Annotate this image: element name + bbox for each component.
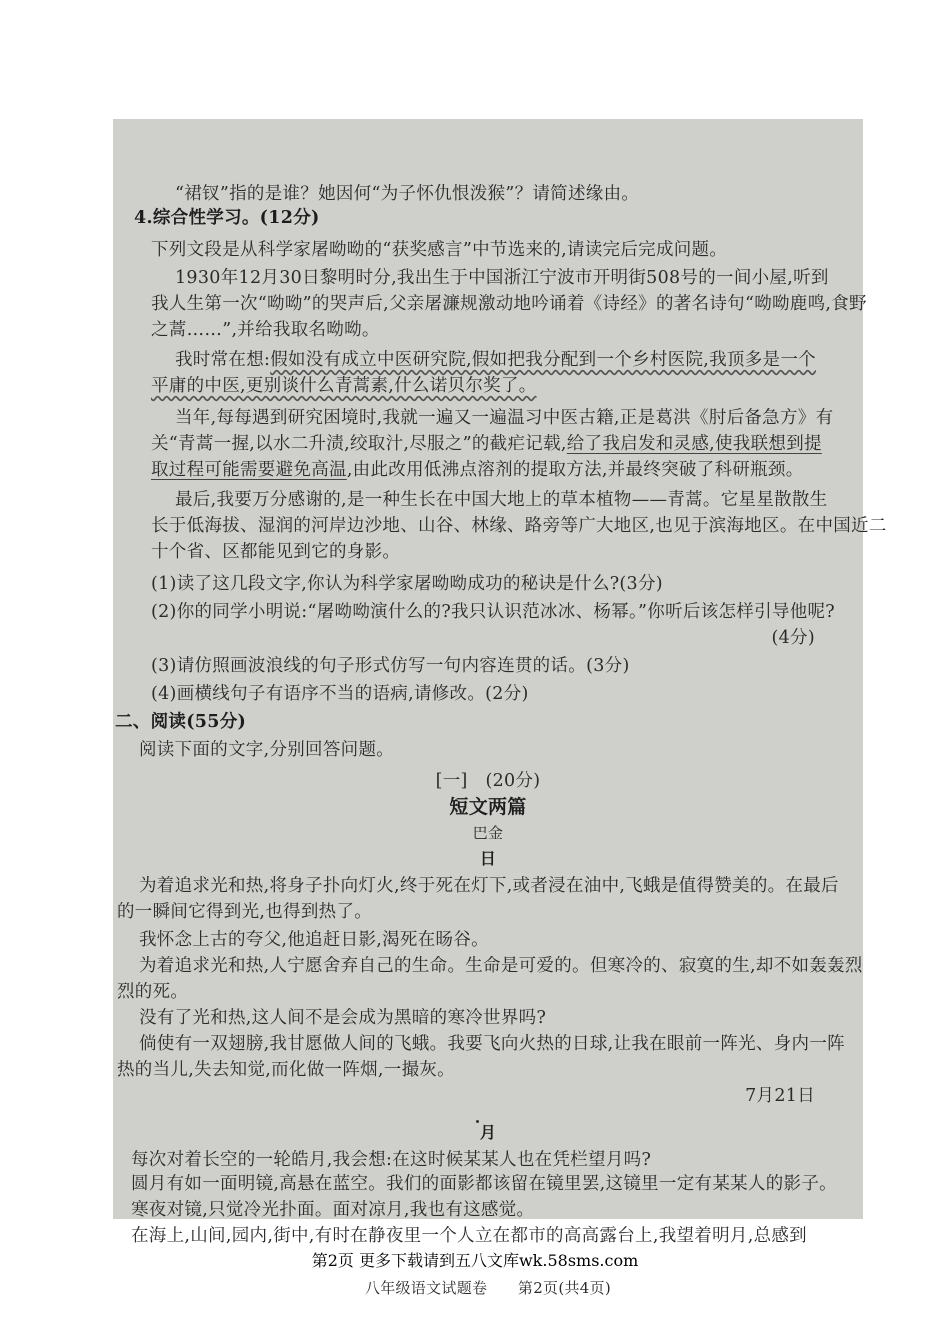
question: (1)读了这几段文字,你认为科学家屠呦呦成功的秘诀是什么?(3分)	[151, 574, 663, 594]
text-line: 下列文段是从科学家屠呦呦的“获奖感言”中节选来的,请读完后完成问题。	[151, 240, 728, 260]
text-line: 长于低海拔、湿润的河岸边沙地、山谷、林缘、路旁等广大地区,也见于滨海地区。在中国近二	[151, 516, 887, 536]
article-title: 短文两篇	[449, 796, 527, 818]
underlined-sentence: 取过程可能需要避免高温	[151, 460, 347, 480]
text-line: 我怀念上古的夸父,他追赶日影,渴死在旸谷。	[139, 930, 489, 950]
text-line: 取过程可能需要避免高温,由此改用低沸点溶剂的提取方法,并最终突破了科研瓶颈。	[151, 460, 804, 480]
text-line: 热的当儿,失去知觉,而化做一阵烟,一撮灰。	[117, 1060, 455, 1080]
text-line: 在海上,山间,园内,街中,有时在静夜里一个人立在都市的高高露台上,我望着明月,总感到	[131, 1226, 807, 1246]
text-line: 我时常在想:假如没有成立中医研究院,假如把我分配到一个乡村医院,我顶多是一个	[175, 350, 816, 370]
text-line: 圆月有如一面明镜,高悬在蓝空。我们的面影都该留在镜里罢,这镜里一定有某某人的影子。	[131, 1174, 837, 1194]
section-heading: 4.综合性学习。(12分)	[134, 208, 320, 228]
text-line: 倘使有一双翅膀,我甘愿做人间的飞蛾。我要飞向火热的日球,让我在眼前一阵光、身内一阵	[139, 1034, 845, 1054]
question: (2)你的同学小明说:“屠呦呦演什么的?我只认识范冰冰、杨幂。”你听后该怎样引导他呢?	[151, 602, 835, 622]
text-line: 最后,我要万分感谢的,是一种生长在中国大地上的草本植物——青蒿。它星星散散生	[175, 490, 828, 510]
essay-title: 日	[479, 849, 497, 868]
page-footer: 第2页 更多下载请到五八文库wk.58sms.com	[311, 1251, 639, 1270]
text-line: 关“青蒿一握,以水二升渍,绞取汁,尽服之”的截疟记载,给了我启发和灵感,使我联想到提	[151, 434, 822, 454]
question: (4)画横线句子有语序不当的语病,请修改。(2分)	[151, 684, 529, 704]
question: (3)请仿照画波浪线的句子形式仿写一句内容连贯的话。(3分)	[151, 656, 630, 676]
text-line: 之蒿……”,并给我取名呦呦。	[151, 320, 380, 340]
text-line: 没有了光和热,这人间不是会成为黑暗的寒冷世界吗?	[139, 1008, 547, 1028]
article-author: 巴金	[472, 824, 504, 842]
text-line: 的一瞬间它得到光,也得到热了。	[117, 902, 373, 922]
wavy-underlined-sentence: 假如没有成立中医研究院,假如把我分配到一个乡村医院,我顶多是一个	[270, 350, 816, 370]
score: (4分)	[771, 628, 815, 648]
text-line: 阅读下面的文字,分别回答问题。	[139, 740, 395, 760]
text-line: 十个省、区都能见到它的身影。	[151, 542, 401, 562]
text-line: “裙钗”指的是谁？她因何“为子怀仇恨泼猴”？请简述缘由。	[175, 184, 640, 204]
date: 7月21日	[745, 1086, 815, 1106]
underlined-sentence: 给了我启发和灵感,使我联想到提	[566, 434, 822, 454]
exam-footer: 八年级语文试题卷 第2页(共4页)	[364, 1279, 612, 1297]
text-line: 我人生第一次“呦呦”的哭声后,父亲屠濂规激动地吟诵着《诗经》的著名诗句“呦呦鹿鸣,食野	[151, 294, 867, 314]
reading-part-heading: [一] (20分)	[435, 771, 541, 791]
text-line: 烈的死。	[117, 982, 189, 1002]
text-line: 1930年12月30日黎明时分,我出生于中国浙江宁波市开明街508号的一间小屋,听到	[175, 268, 829, 288]
essay-title: 月	[479, 1123, 497, 1142]
text-line: 每次对着长空的一轮皓月,我会想:在这时候某某人也在凭栏望月吗?	[131, 1150, 652, 1170]
wavy-underlined-sentence: 平庸的中医,更别谈什么青蒿素,什么诺贝尔奖了。	[151, 376, 537, 396]
text-line: 当年,每每遇到研究困境时,我就一遍又一遍温习中医古籍,正是葛洪《肘后备急方》有	[175, 408, 834, 428]
section-heading: 二、阅读(55分)	[115, 712, 247, 732]
text-line: 为着追求光和热,将身子扑向灯火,终于死在灯下,或者浸在油中,飞蛾是值得赞美的。在最后	[139, 876, 839, 896]
text-line: 为着追求光和热,人宁愿舍弃自己的生命。生命是可爱的。但寒冷的、寂寞的生,却不如轰轰烈	[139, 956, 863, 976]
text-line: 寒夜对镜,只觉冷光扑面。面对凉月,我也有这感觉。	[131, 1200, 535, 1220]
